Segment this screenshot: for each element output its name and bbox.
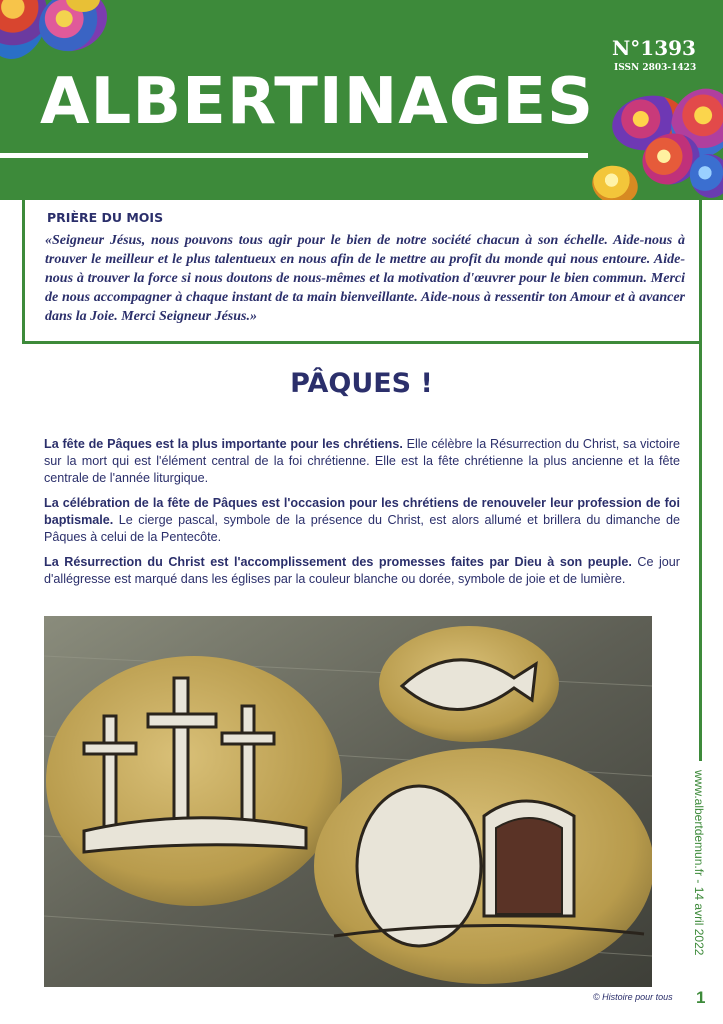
prayer-box	[22, 200, 702, 344]
image-credit: © Histoire pour tous	[593, 992, 673, 1002]
easter-stones-illustration	[44, 616, 652, 987]
prayer-text: «Seigneur Jésus, nous pouvons tous agir pour le bien de notre société chacun à son échelle. Aide-nous à trouver le meilleur et le plus talentueux en nous afin de le mettre au profit du monde qui nous entoure. Aide-nous à trouver la force si nous doutons de nous-mêmes et la motivation d'œuvrer pour le bien commun. Merci de nous accompagner à chaque instant de ta main bienveillante. Aide-nous à ressentir ton Amour et à avancer dans la Joie. Merci Seigneur Jésus.»	[45, 233, 685, 324]
article-frame-border	[699, 341, 702, 761]
easter-egg-decoration	[588, 161, 642, 200]
paragraph-body: Ce jour d'allégresse est marqué dans les églises par la couleur blanche ou dorée, symbole de joie et de lumière.	[44, 555, 680, 586]
article-paragraph	[44, 495, 680, 546]
title-underline	[0, 153, 588, 158]
masthead	[0, 0, 723, 200]
article-title: PÂQUES !	[290, 368, 433, 399]
paragraph-lead: La fête de Pâques est la plus importante pour les chrétiens.	[44, 437, 403, 451]
article-paragraph	[44, 436, 680, 487]
newsletter-title: ALBERTINAGES	[40, 65, 595, 139]
paragraph-body: Le cierge pascal, symbole de la présence du Christ, est alors allumé et brillera du dimanche de Pâques à celui de la Pentecôte.	[44, 513, 680, 544]
paragraph-body: Elle célèbre la Résurrection du Christ, sa victoire sur la mort qui est l'élément central de la foi chrétienne. Elle est la fête chrétienne la plus ancienne et la fête centrale de l'année liturgique.	[44, 437, 680, 485]
paragraph-lead: La célébration de la fête de Pâques est l'occasion pour les chrétiens de renouveler leur profession de foi baptismale.	[44, 496, 680, 527]
issn-number: ISSN 2803-1423	[614, 63, 697, 73]
prayer-heading: PRIÈRE DU MOIS	[47, 210, 164, 225]
page-number: 1	[696, 988, 706, 1007]
article-paragraph	[44, 554, 680, 588]
website-date-sidebar: www.albertdemun.fr - 14 avril 2022	[692, 770, 706, 956]
easter-stones-photo	[44, 616, 652, 987]
paragraph-lead: La Résurrection du Christ est l'accomplissement des promesses faites par Dieu à son peuple.	[44, 555, 632, 569]
issue-number: N°1393	[612, 36, 696, 60]
